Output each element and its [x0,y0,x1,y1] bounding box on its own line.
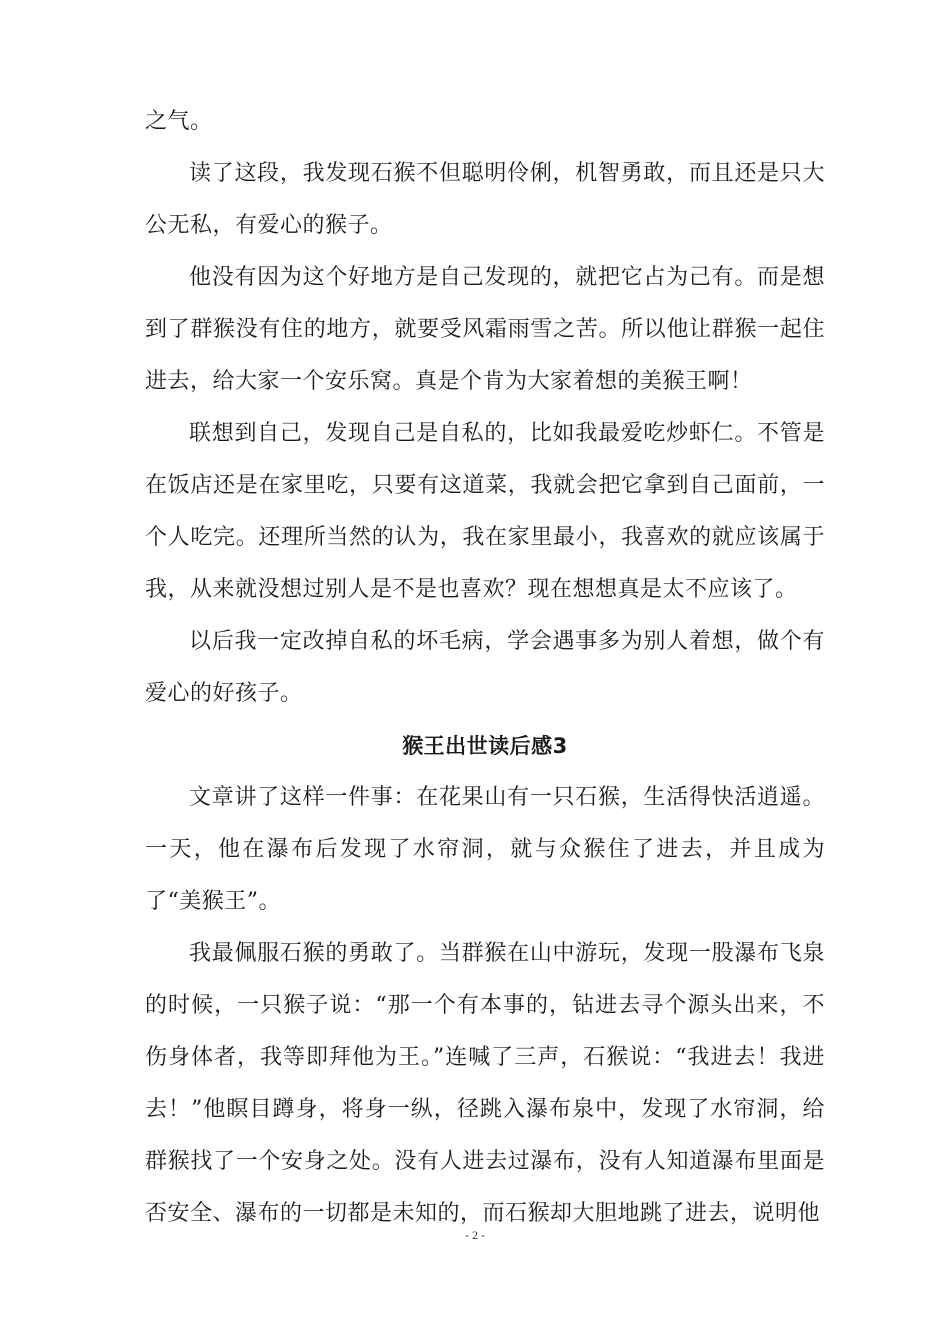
paragraph: 以后我一定改掉自私的坏毛病，学会遇事多为别人着想，做个有爱心的好孩子。 [145,629,825,706]
paragraph: 我最佩服石猴的勇敢了。当群猴在山中游玩，发现一股瀑布飞泉的时候，一只猴子说：“那一个有本事的，钻进去寻个源头出来，不伤身体者，我等即拜他为王。”连喊了三声，石猴说：“我进去！我进去！”他瞑目蹲身，将身一纵，径跳入瀑布泉中，发现了水帘洞，给群猴找了一个安身之处。没有人进去过瀑布，没有人知道瀑布里面是否安全、瀑布的一切都是未知的，而石猴却大胆地跳了进去，说明他 [145,941,825,1226]
paragraph-continuation: 之气。 [145,109,213,134]
paragraph: 文章讲了这样一件事：在花果山有一只石猴，生活得快活逍遥。一天，他在瀑布后发现了水帘洞，就与众猴住了进去，并且成为了“美猴王”。 [145,785,825,914]
document-body [145,96,825,1240]
page-number: - 2 - [465,1228,485,1242]
paragraph: 读了这段，我发现石猴不但聪明伶俐，机智勇敢，而且还是只大公无私，有爱心的猴子。 [145,161,825,238]
paragraph: 联想到自己，发现自己是自私的，比如我最爱吃炒虾仁。不管是在饭店还是在家里吃，只要有这道菜，我就会把它拿到自己面前，一个人吃完。还理所当然的认为，我在家里最小，我喜欢的就应该属于我，从来就没想过别人是不是也喜欢？现在想想真是太不应该了。 [145,421,825,602]
section-title: 猴王出世读后感3 [402,734,568,758]
paragraph: 他没有因为这个好地方是自己发现的，就把它占为己有。而是想到了群猴没有住的地方，就要受风霜雨雪之苦。所以他让群猴一起住进去，给大家一个安乐窝。真是个肯为大家着想的美猴王啊！ [145,265,825,394]
